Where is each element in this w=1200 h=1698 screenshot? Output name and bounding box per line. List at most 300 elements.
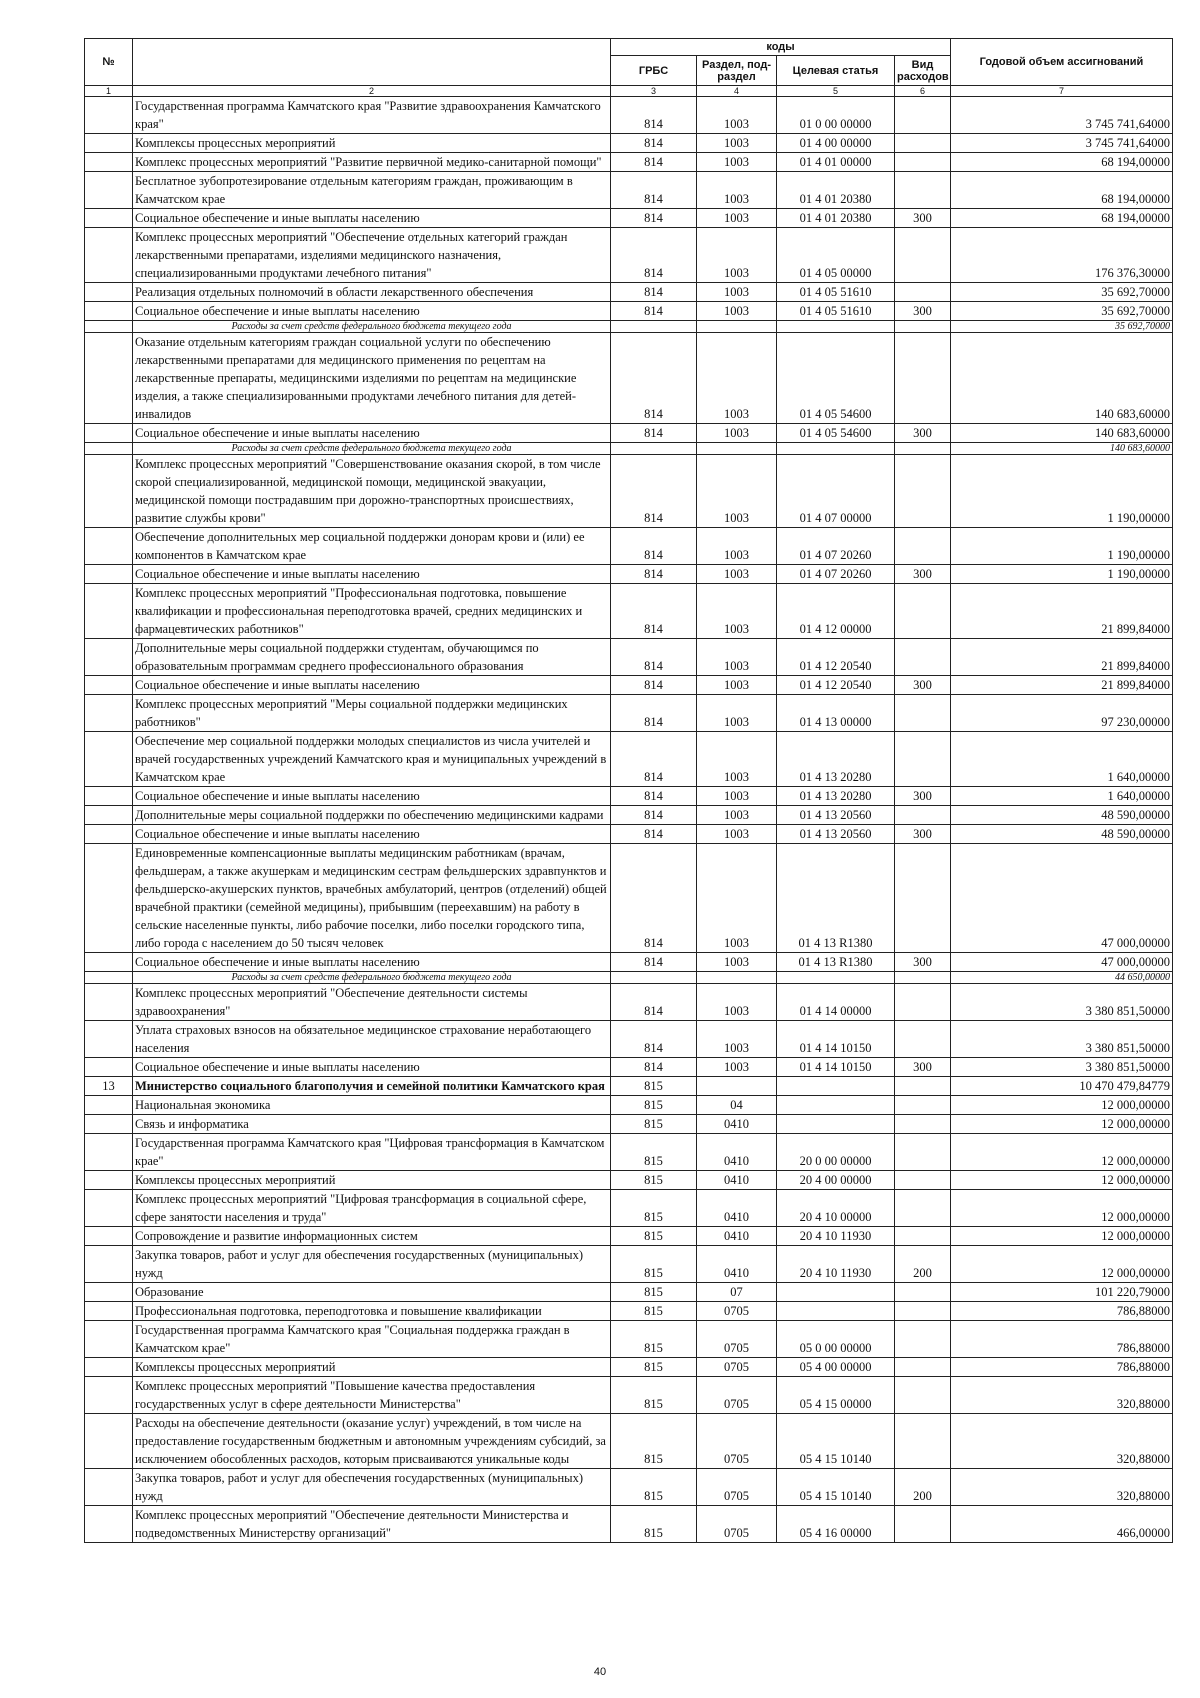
- row-vid: 300: [895, 209, 951, 228]
- row-name: Социальное обеспечение и иные выплаты населению: [133, 825, 611, 844]
- row-section: [697, 321, 777, 333]
- row-target: [777, 1115, 895, 1134]
- row-grbs: [611, 972, 697, 984]
- table-row: [85, 1227, 1173, 1246]
- row-number: [85, 1021, 133, 1058]
- row-section: 07: [697, 1283, 777, 1302]
- row-target: 20 0 00 00000: [777, 1134, 895, 1171]
- row-number: [85, 1358, 133, 1377]
- row-target: 01 4 12 00000: [777, 584, 895, 639]
- row-number: [85, 732, 133, 787]
- row-amount: 35 692,70000: [951, 283, 1173, 302]
- row-grbs: 814: [611, 806, 697, 825]
- row-grbs: 814: [611, 695, 697, 732]
- row-number: [85, 283, 133, 302]
- row-vid: [895, 1302, 951, 1321]
- row-number: [85, 455, 133, 528]
- row-target: 01 4 13 20560: [777, 806, 895, 825]
- row-number: [85, 1414, 133, 1469]
- row-name: Дополнительные меры социальной поддержки по обеспечению медицинскими кадрами: [133, 806, 611, 825]
- row-grbs: [611, 321, 697, 333]
- row-target: [777, 321, 895, 333]
- row-vid: [895, 1171, 951, 1190]
- row-number: [85, 1469, 133, 1506]
- row-name: Комплексы процессных мероприятий: [133, 134, 611, 153]
- row-vid: [895, 984, 951, 1021]
- table-row: [85, 528, 1173, 565]
- row-target: 01 4 14 10150: [777, 1058, 895, 1077]
- row-target: 01 4 00 00000: [777, 134, 895, 153]
- column-numbers-row: [85, 86, 1173, 97]
- column-number: 4: [697, 86, 777, 97]
- row-grbs: 814: [611, 676, 697, 695]
- row-name: Сопровождение и развитие информационных систем: [133, 1227, 611, 1246]
- row-amount: 44 650,00000: [951, 972, 1173, 984]
- row-grbs: 814: [611, 153, 697, 172]
- column-number: 7: [951, 86, 1173, 97]
- budget-page: [84, 38, 1172, 1543]
- page-number: 40: [593, 1666, 607, 1678]
- table-row: [85, 1190, 1173, 1227]
- row-target: [777, 972, 895, 984]
- row-amount: 1 190,00000: [951, 565, 1173, 584]
- row-section: 0410: [697, 1171, 777, 1190]
- table-row: [85, 153, 1173, 172]
- row-grbs: 814: [611, 1021, 697, 1058]
- row-section: 0410: [697, 1115, 777, 1134]
- row-grbs: 814: [611, 825, 697, 844]
- row-section: 1003: [697, 953, 777, 972]
- row-vid: [895, 1506, 951, 1543]
- row-number: [85, 97, 133, 134]
- row-name: Государственная программа Камчатского края "Развитие здравоохранения Камчатского края": [133, 97, 611, 134]
- row-amount: 320,88000: [951, 1377, 1173, 1414]
- row-name: Расходы за счет средств федерального бюджета текущего года: [133, 443, 611, 455]
- row-amount: 786,88000: [951, 1302, 1173, 1321]
- row-name: Социальное обеспечение и иные выплаты населению: [133, 424, 611, 443]
- row-section: 1003: [697, 565, 777, 584]
- row-name: Комплексы процессных мероприятий: [133, 1171, 611, 1190]
- table-row: [85, 302, 1173, 321]
- row-grbs: 814: [611, 97, 697, 134]
- row-amount: 12 000,00000: [951, 1096, 1173, 1115]
- row-section: 1003: [697, 283, 777, 302]
- row-vid: [895, 455, 951, 528]
- row-amount: 1 640,00000: [951, 787, 1173, 806]
- row-grbs: 814: [611, 565, 697, 584]
- row-name: Обеспечение мер социальной поддержки молодых специалистов из числа учителей и врачей государственных учреждений Камчатского края и муниципальных учреждений в Камчатском крае: [133, 732, 611, 787]
- row-amount: 3 745 741,64000: [951, 97, 1173, 134]
- row-amount: 21 899,84000: [951, 676, 1173, 695]
- row-section: 0410: [697, 1134, 777, 1171]
- row-grbs: 814: [611, 732, 697, 787]
- table-row: [85, 695, 1173, 732]
- table-row: [85, 1358, 1173, 1377]
- row-target: 05 4 00 00000: [777, 1358, 895, 1377]
- table-row: [85, 1506, 1173, 1543]
- row-vid: [895, 1077, 951, 1096]
- row-grbs: 815: [611, 1190, 697, 1227]
- table-row: [85, 455, 1173, 528]
- row-name: Комплекс процессных мероприятий "Меры социальной поддержки медицинских работников": [133, 695, 611, 732]
- row-vid: [895, 1134, 951, 1171]
- column-number: 5: [777, 86, 895, 97]
- row-grbs: 815: [611, 1096, 697, 1115]
- row-grbs: 815: [611, 1469, 697, 1506]
- row-vid: [895, 172, 951, 209]
- row-number: [85, 333, 133, 424]
- row-number: [85, 972, 133, 984]
- row-target: 01 4 12 20540: [777, 676, 895, 695]
- row-number: [85, 806, 133, 825]
- row-target: 01 4 05 54600: [777, 424, 895, 443]
- row-grbs: 814: [611, 209, 697, 228]
- row-amount: 12 000,00000: [951, 1171, 1173, 1190]
- row-vid: [895, 1377, 951, 1414]
- row-section: 1003: [697, 1058, 777, 1077]
- row-amount: 12 000,00000: [951, 1227, 1173, 1246]
- row-number: [85, 302, 133, 321]
- row-amount: 1 640,00000: [951, 732, 1173, 787]
- row-name: Социальное обеспечение и иные выплаты населению: [133, 302, 611, 321]
- row-vid: [895, 333, 951, 424]
- row-amount: 786,88000: [951, 1358, 1173, 1377]
- row-section: 1003: [697, 825, 777, 844]
- row-name: Образование: [133, 1283, 611, 1302]
- row-name: Комплекс процессных мероприятий "Цифровая трансформация в социальной сфере, сфере занятости населения и труда": [133, 1190, 611, 1227]
- row-grbs: 814: [611, 455, 697, 528]
- row-vid: 300: [895, 1058, 951, 1077]
- table-row: [85, 97, 1173, 134]
- row-section: 1003: [697, 209, 777, 228]
- header-num: №: [85, 39, 133, 86]
- row-vid: [895, 639, 951, 676]
- row-number: [85, 1283, 133, 1302]
- row-number: [85, 984, 133, 1021]
- row-number: [85, 528, 133, 565]
- row-number: [85, 209, 133, 228]
- row-number: 13: [85, 1077, 133, 1096]
- row-section: 0705: [697, 1506, 777, 1543]
- row-name: Комплекс процессных мероприятий "Профессиональная подготовка, повышение квалификации и профессиональная переподготовка врачей, средних медицинских и фармацевтических работников": [133, 584, 611, 639]
- row-number: [85, 1302, 133, 1321]
- row-name: Социальное обеспечение и иные выплаты населению: [133, 953, 611, 972]
- row-section: 1003: [697, 528, 777, 565]
- row-vid: [895, 584, 951, 639]
- row-number: [85, 1190, 133, 1227]
- row-target: 01 4 12 20540: [777, 639, 895, 676]
- table-row: [85, 639, 1173, 676]
- row-grbs: 815: [611, 1302, 697, 1321]
- row-name: Обеспечение дополнительных мер социальной поддержки донорам крови и (или) ее компонентов в Камчатском крае: [133, 528, 611, 565]
- row-section: 1003: [697, 732, 777, 787]
- row-amount: 176 376,30000: [951, 228, 1173, 283]
- row-target: [777, 1096, 895, 1115]
- row-target: 05 4 15 00000: [777, 1377, 895, 1414]
- row-grbs: 814: [611, 333, 697, 424]
- table-row-note: [85, 972, 1173, 984]
- header-grbs: ГРБС: [611, 56, 697, 86]
- row-section: 0705: [697, 1414, 777, 1469]
- row-target: 05 4 15 10140: [777, 1469, 895, 1506]
- row-amount: 320,88000: [951, 1469, 1173, 1506]
- row-grbs: 815: [611, 1134, 697, 1171]
- row-section: 1003: [697, 1021, 777, 1058]
- table-body: [85, 97, 1173, 1543]
- row-amount: 12 000,00000: [951, 1246, 1173, 1283]
- row-name: Закупка товаров, работ и услуг для обеспечения государственных (муниципальных) нужд: [133, 1469, 611, 1506]
- row-grbs: 814: [611, 953, 697, 972]
- row-section: 0705: [697, 1358, 777, 1377]
- row-grbs: 815: [611, 1506, 697, 1543]
- row-amount: 466,00000: [951, 1506, 1173, 1543]
- row-amount: 140 683,60000: [951, 443, 1173, 455]
- row-target: 01 4 13 20560: [777, 825, 895, 844]
- row-name: Социальное обеспечение и иные выплаты населению: [133, 1058, 611, 1077]
- row-number: [85, 1227, 133, 1246]
- budget-table: [84, 38, 1173, 1543]
- header-amount: Годовой объем ассигнований: [951, 39, 1173, 86]
- row-vid: 300: [895, 953, 951, 972]
- row-amount: 68 194,00000: [951, 153, 1173, 172]
- row-amount: 3 380 851,50000: [951, 1058, 1173, 1077]
- row-amount: 140 683,60000: [951, 333, 1173, 424]
- row-grbs: 814: [611, 1058, 697, 1077]
- row-section: 0410: [697, 1227, 777, 1246]
- row-amount: 786,88000: [951, 1321, 1173, 1358]
- table-row: [85, 1283, 1173, 1302]
- row-target: 01 4 07 20260: [777, 528, 895, 565]
- row-vid: [895, 1227, 951, 1246]
- row-name: Социальное обеспечение и иные выплаты населению: [133, 676, 611, 695]
- table-row: [85, 172, 1173, 209]
- row-vid: [895, 972, 951, 984]
- row-vid: [895, 153, 951, 172]
- row-vid: [895, 1358, 951, 1377]
- row-name: Социальное обеспечение и иные выплаты населению: [133, 209, 611, 228]
- row-target: 01 4 13 20280: [777, 787, 895, 806]
- row-target: 01 4 07 20260: [777, 565, 895, 584]
- row-number: [85, 1321, 133, 1358]
- row-section: 0410: [697, 1190, 777, 1227]
- row-name: Социальное обеспечение и иные выплаты населению: [133, 787, 611, 806]
- table-row: [85, 676, 1173, 695]
- row-amount: 48 590,00000: [951, 825, 1173, 844]
- row-amount: 97 230,00000: [951, 695, 1173, 732]
- row-vid: [895, 844, 951, 953]
- row-amount: 12 000,00000: [951, 1190, 1173, 1227]
- row-vid: [895, 1321, 951, 1358]
- row-section: 0705: [697, 1302, 777, 1321]
- table-row: [85, 1134, 1173, 1171]
- table-row: [85, 1058, 1173, 1077]
- row-vid: [895, 732, 951, 787]
- row-number: [85, 1115, 133, 1134]
- row-amount: 48 590,00000: [951, 806, 1173, 825]
- row-name: Расходы за счет средств федерального бюджета текущего года: [133, 321, 611, 333]
- row-name: Связь и информатика: [133, 1115, 611, 1134]
- row-number: [85, 1377, 133, 1414]
- row-target: 20 4 00 00000: [777, 1171, 895, 1190]
- column-number: 6: [895, 86, 951, 97]
- table-row: [85, 283, 1173, 302]
- row-name: Расходы на обеспечение деятельности (оказание услуг) учреждений, в том числе на предоставление государственным бюджетным и автономным учреждениям субсидий, за исключением обособленных расходов, которым присваиваются уникальные коды: [133, 1414, 611, 1469]
- row-section: [697, 1077, 777, 1096]
- row-grbs: 814: [611, 228, 697, 283]
- header-target: Целевая статья: [777, 56, 895, 86]
- row-name: Профессиональная подготовка, переподготовка и повышение квалификации: [133, 1302, 611, 1321]
- row-vid: [895, 1190, 951, 1227]
- row-amount: 47 000,00000: [951, 953, 1173, 972]
- row-target: 01 4 13 R1380: [777, 953, 895, 972]
- row-grbs: 815: [611, 1283, 697, 1302]
- row-grbs: 815: [611, 1377, 697, 1414]
- row-section: 1003: [697, 787, 777, 806]
- row-vid: [895, 134, 951, 153]
- row-number: [85, 228, 133, 283]
- row-grbs: 815: [611, 1414, 697, 1469]
- row-number: [85, 1506, 133, 1543]
- row-grbs: 814: [611, 584, 697, 639]
- row-target: 01 4 05 00000: [777, 228, 895, 283]
- row-number: [85, 844, 133, 953]
- row-target: 01 4 13 R1380: [777, 844, 895, 953]
- row-grbs: 815: [611, 1321, 697, 1358]
- row-section: [697, 972, 777, 984]
- row-grbs: 814: [611, 984, 697, 1021]
- row-target: 05 4 15 10140: [777, 1414, 895, 1469]
- row-number: [85, 321, 133, 333]
- row-number: [85, 1246, 133, 1283]
- row-section: 1003: [697, 97, 777, 134]
- row-name: Расходы за счет средств федерального бюджета текущего года: [133, 972, 611, 984]
- table-row: [85, 1171, 1173, 1190]
- row-number: [85, 787, 133, 806]
- row-target: 01 4 07 00000: [777, 455, 895, 528]
- table-row: [85, 1115, 1173, 1134]
- row-number: [85, 1171, 133, 1190]
- row-number: [85, 443, 133, 455]
- row-amount: 1 190,00000: [951, 455, 1173, 528]
- row-name: Оказание отдельным категориям граждан социальной услуги по обеспечению лекарственными препаратами для медицинского применения по рецептам на лекарственные препараты, медицинскими изделиями по рецептам на медицинские изделия, а также специализированными продуктами лечебного питания для детей-инвалидов: [133, 333, 611, 424]
- row-section: 1003: [697, 302, 777, 321]
- row-section: 1003: [697, 153, 777, 172]
- row-name: Государственная программа Камчатского края "Социальная поддержка граждан в Камчатском крае": [133, 1321, 611, 1358]
- row-grbs: 815: [611, 1246, 697, 1283]
- table-row: [85, 209, 1173, 228]
- row-vid: 200: [895, 1469, 951, 1506]
- row-name: Комплекс процессных мероприятий "Развитие первичной медико-санитарной помощи": [133, 153, 611, 172]
- table-row: [85, 424, 1173, 443]
- row-vid: [895, 228, 951, 283]
- table-row: [85, 984, 1173, 1021]
- row-amount: 68 194,00000: [951, 172, 1173, 209]
- row-section: 0410: [697, 1246, 777, 1283]
- row-number: [85, 565, 133, 584]
- row-target: 01 0 00 00000: [777, 97, 895, 134]
- table-header: [85, 39, 1173, 97]
- table-row: [85, 333, 1173, 424]
- row-vid: [895, 443, 951, 455]
- row-section: 1003: [697, 333, 777, 424]
- row-section: 1003: [697, 639, 777, 676]
- row-target: [777, 1302, 895, 1321]
- row-number: [85, 695, 133, 732]
- table-row: [85, 787, 1173, 806]
- row-target: [777, 1077, 895, 1096]
- row-target: 20 4 10 11930: [777, 1246, 895, 1283]
- row-name: Государственная программа Камчатского края "Цифровая трансформация в Камчатском крае": [133, 1134, 611, 1171]
- header-vid: Вид расходов: [895, 56, 951, 86]
- row-vid: 300: [895, 302, 951, 321]
- row-target: [777, 1283, 895, 1302]
- row-section: 0705: [697, 1377, 777, 1414]
- row-name: Комплекс процессных мероприятий "Повышение качества предоставления государственных услуг в сфере деятельности Министерства": [133, 1377, 611, 1414]
- row-vid: 300: [895, 787, 951, 806]
- row-amount: 140 683,60000: [951, 424, 1173, 443]
- row-number: [85, 639, 133, 676]
- row-section: 1003: [697, 695, 777, 732]
- row-vid: [895, 1021, 951, 1058]
- row-number: [85, 1058, 133, 1077]
- row-vid: [895, 1414, 951, 1469]
- row-vid: 200: [895, 1246, 951, 1283]
- row-target: 01 4 05 51610: [777, 283, 895, 302]
- row-name: Комплекс процессных мероприятий "Обеспечение отдельных категорий граждан лекарственными препаратами, изделиями медицинского назначения, специализированными продуктами лечебного питания": [133, 228, 611, 283]
- row-target: [777, 443, 895, 455]
- row-name: Министерство социального благополучия и семейной политики Камчатского края: [133, 1077, 611, 1096]
- row-amount: 21 899,84000: [951, 639, 1173, 676]
- row-vid: 300: [895, 565, 951, 584]
- row-number: [85, 172, 133, 209]
- table-row: [85, 1077, 1173, 1096]
- table-row: [85, 1321, 1173, 1358]
- row-number: [85, 953, 133, 972]
- header-section: Раздел, под-раздел: [697, 56, 777, 86]
- row-grbs: 815: [611, 1227, 697, 1246]
- row-amount: 35 692,70000: [951, 302, 1173, 321]
- table-row: [85, 732, 1173, 787]
- table-row: [85, 1302, 1173, 1321]
- row-number: [85, 825, 133, 844]
- row-section: 1003: [697, 228, 777, 283]
- row-number: [85, 424, 133, 443]
- row-amount: 12 000,00000: [951, 1115, 1173, 1134]
- row-amount: 47 000,00000: [951, 844, 1173, 953]
- row-grbs: 815: [611, 1171, 697, 1190]
- header-name: [133, 39, 611, 86]
- table-row: [85, 134, 1173, 153]
- row-target: 01 4 01 20380: [777, 209, 895, 228]
- row-name: Комплекс процессных мероприятий "Обеспечение деятельности системы здравоохранения": [133, 984, 611, 1021]
- column-number: 2: [133, 86, 611, 97]
- row-amount: 21 899,84000: [951, 584, 1173, 639]
- row-grbs: 814: [611, 134, 697, 153]
- row-amount: 12 000,00000: [951, 1134, 1173, 1171]
- row-section: 0705: [697, 1321, 777, 1358]
- row-section: [697, 443, 777, 455]
- row-section: 1003: [697, 584, 777, 639]
- row-target: 05 4 16 00000: [777, 1506, 895, 1543]
- column-number: 3: [611, 86, 697, 97]
- row-number: [85, 134, 133, 153]
- table-row: [85, 228, 1173, 283]
- row-grbs: 814: [611, 787, 697, 806]
- row-name: Единовременные компенсационные выплаты медицинским работникам (врачам, фельдшерам, а также акушеркам и медицинским сестрам фельдшерских здравпунктов и фельдшерско-акушерских пунктов, врачебных амбулаторий, центров (отделений) общей врачебной практики (семейной медицины), прибывшим (переехавшим) на работу в сельские населенные пункты, либо рабочие поселки, либо поселки городского типа, либо города с населением до 50 тысяч человек: [133, 844, 611, 953]
- row-amount: 3 380 851,50000: [951, 984, 1173, 1021]
- row-name: Комплекс процессных мероприятий "Обеспечение деятельности Министерства и подведомственных Министерству организаций": [133, 1506, 611, 1543]
- row-grbs: 814: [611, 844, 697, 953]
